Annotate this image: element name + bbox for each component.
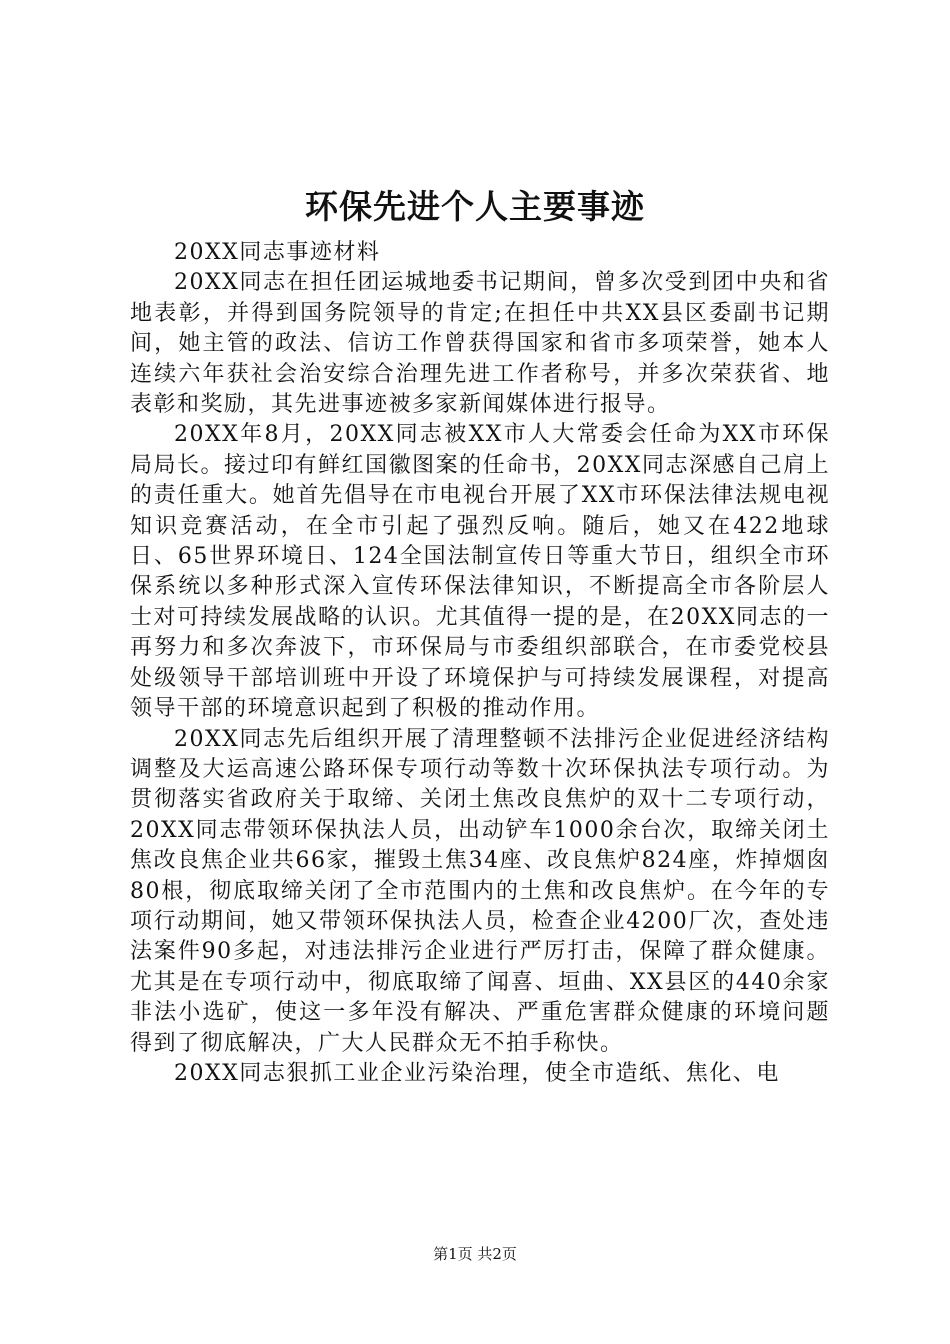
document-title: 环保先进个人主要事迹 (305, 187, 645, 226)
document-body (130, 238, 830, 1089)
paragraph: 20XX年8月，20XX同志被XX市人大常委会任命为XX市环保局局长。接过印有鲜红国徽图案的任命书，20XX同志深感自己肩上的责任重大。她首先倡导在市电视台开展了XX市环保法律法规电视知识竞赛活动，在全市引起了强烈反响。随后，她又在422地球日、65世界环境日、124全国法制宣传日等重大节日，组织全市环保系统以多种形式深入宣传环保法律知识，不断提高全市各阶层人士对可持续发展战略的认识。尤其值得一提的是，在20XX同志的一再努力和多次奔波下，市环保局与市委组织部联合，在市委党校县处级领导干部培训班中开设了环境保护与可持续发展课程，对提高领导干部的环境意识起到了积极的推动作用。 (130, 422, 830, 722)
paragraph: 20XX同志在担任团运城地委书记期间，曾多次受到团中央和省地表彰，并得到国务院领导的肯定;在担任中共XX县区委副书记期间，她主管的政法、信访工作曾获得国家和省市多项荣誉，她本人连续六年获社会治安综合治理先进工作者称号，并多次荣获省、地表彰和奖励，其先进事迹被多家新闻媒体进行报导。 (130, 270, 830, 418)
paragraph: 20XX同志狠抓工业企业污染治理，使全市造纸、焦化、电 (174, 1060, 780, 1086)
page-number: 第1页 共2页 (433, 1245, 517, 1263)
document-subtitle: 20XX同志事迹材料 (174, 240, 381, 265)
paragraph: 20XX同志先后组织开展了清理整顿不法排污企业促进经济结构调整及大运高速公路环保专项行动等数十次环保执法专项行动。为贯彻落实省政府关于取缔、关闭土焦改良焦炉的双十二专项行动，20XX同志带领环保执法人员，出动铲车1000余台次，取缔关闭土焦改良焦企业共66家，摧毁土焦34座、改良焦炉824座，炸掉烟囱80根，彻底取缔关闭了全市范围内的土焦和改良焦炉。在今年的专项行动期间，她又带领环保执法人员，检查企业4200厂次，查处违法案件90多起，对违法排污企业进行严厉打击，保障了群众健康。尤其是在专项行动中，彻底取缔了闻喜、垣曲、XX县区的440余家非法小选矿，使这一多年没有解决、严重危害群众健康的环境问题得到了彻底解决，广大人民群众无不拍手称快。 (130, 726, 830, 1056)
